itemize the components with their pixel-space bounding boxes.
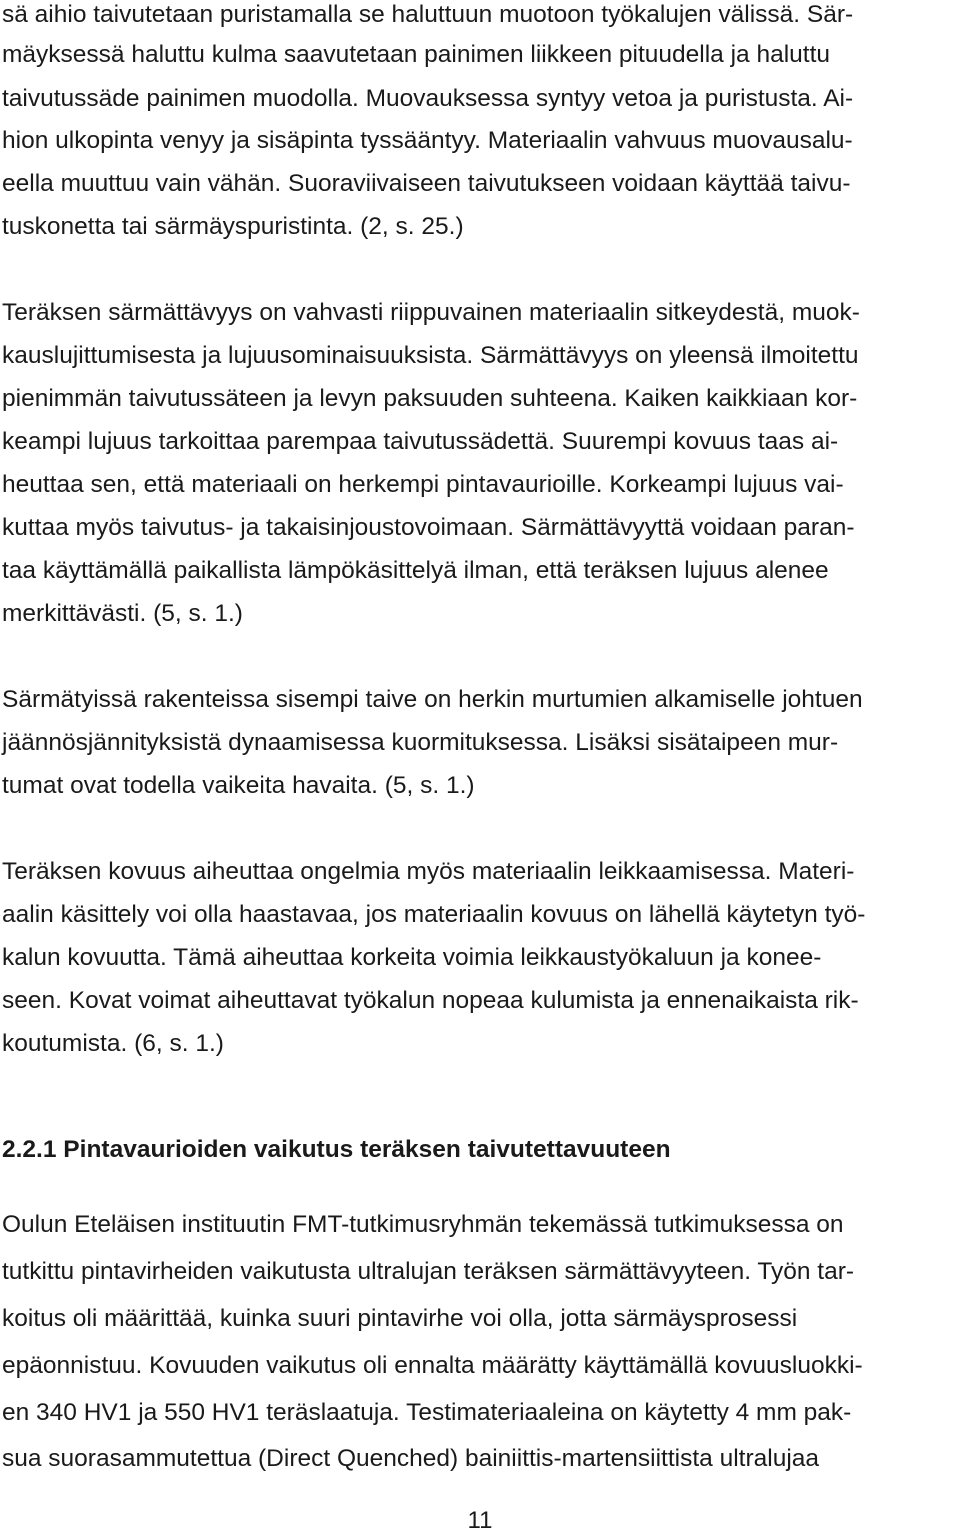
text-line: kauslujittumisesta ja lujuusominaisuuksista. Särmättävyys on yleensä ilmoitettu [2, 342, 859, 369]
text-line: eella muuttuu vain vähän. Suoraviivaiseen taivutukseen voidaan käyttää taivu- [2, 170, 851, 197]
text-line: seen. Kovat voimat aiheuttavat työkalun nopeaa kulumista ja ennenaikaista rik- [2, 987, 859, 1014]
text-line: taivutussäde painimen muodolla. Muovauksessa syntyy vetoa ja puristusta. Ai- [2, 85, 854, 112]
text-line: kuttaa myös taivutus- ja takaisinjoustovoimaan. Särmättävyyttä voidaan paran- [2, 514, 855, 541]
text-line: tumat ovat todella vaikeita havaita. (5, s. 1.) [2, 772, 475, 799]
text-line: kalun kovuutta. Tämä aiheuttaa korkeita voimia leikkaustyökaluun ja konee- [2, 944, 822, 971]
text-line: keampi lujuus tarkoittaa parempaa taivutussädettä. Suurempi kovuus taas ai- [2, 428, 839, 455]
text-line: tutkittu pintavirheiden vaikutusta ultralujan teräksen särmättävyyteen. Työn tar- [2, 1258, 855, 1285]
text-line: hion ulkopinta venyy ja sisäpinta tyssääntyy. Materiaalin vahvuus muovausalu- [2, 127, 853, 154]
text-line: pienimmän taivutussäteen ja levyn paksuuden suhteena. Kaiken kaikkiaan kor- [2, 385, 858, 412]
section-heading: 2.2.1 Pintavaurioiden vaikutus teräksen taivutettavuuteen [2, 1136, 671, 1163]
text-line: sua suorasammutettua (Direct Quenched) bainiittis-martensiittista ultralujaa [2, 1445, 820, 1472]
text-line: koitus oli määrittää, kuinka suuri pintavirhe voi olla, jotta särmäysprosessi [2, 1305, 798, 1332]
text-line: en 340 HV1 ja 550 HV1 teräslaatuja. Testimateriaaleina on käytetty 4 mm pak- [2, 1399, 852, 1426]
text-line: Teräksen kovuus aiheuttaa ongelmia myös materiaalin leikkaamisessa. Materi- [2, 858, 855, 885]
text-line: aalin käsittely voi olla haastavaa, jos materiaalin kovuus on lähellä käytetyn työ- [2, 901, 866, 928]
page-number: 11 [467, 1507, 493, 1534]
text-line: Teräksen särmättävyys on vahvasti riippuvainen materiaalin sitkeydestä, muok- [2, 299, 860, 326]
text-line: merkittävästi. (5, s. 1.) [2, 600, 243, 627]
text-line: jäännösjännityksistä dynaamisessa kuormituksessa. Lisäksi sisätaipeen mur- [2, 729, 839, 756]
text-line: sä aihio taivutetaan puristamalla se haluttuun muotoon työkalujen välissä. Sär- [2, 1, 854, 28]
text-line: taa käyttämällä paikallista lämpökäsittelyä ilman, että teräksen lujuus alenee [2, 557, 829, 584]
text-line: epäonnistuu. Kovuuden vaikutus oli ennalta määrätty käyttämällä kovuusluokki- [2, 1352, 863, 1379]
text-line: tuskonetta tai särmäyspuristinta. (2, s. 25.) [2, 213, 464, 240]
text-line: mäyksessä haluttu kulma saavutetaan painimen liikkeen pituudella ja haluttu [2, 41, 831, 68]
text-line: koutumista. (6, s. 1.) [2, 1030, 224, 1057]
text-line: Särmätyissä rakenteissa sisempi taive on herkin murtumien alkamiselle johtuen [2, 686, 863, 713]
text-line: Oulun Eteläisen instituutin FMT-tutkimusryhmän tekemässä tutkimuksessa on [2, 1211, 844, 1238]
text-line: heuttaa sen, että materiaali on herkempi pintavaurioille. Korkeampi lujuus vai- [2, 471, 844, 498]
